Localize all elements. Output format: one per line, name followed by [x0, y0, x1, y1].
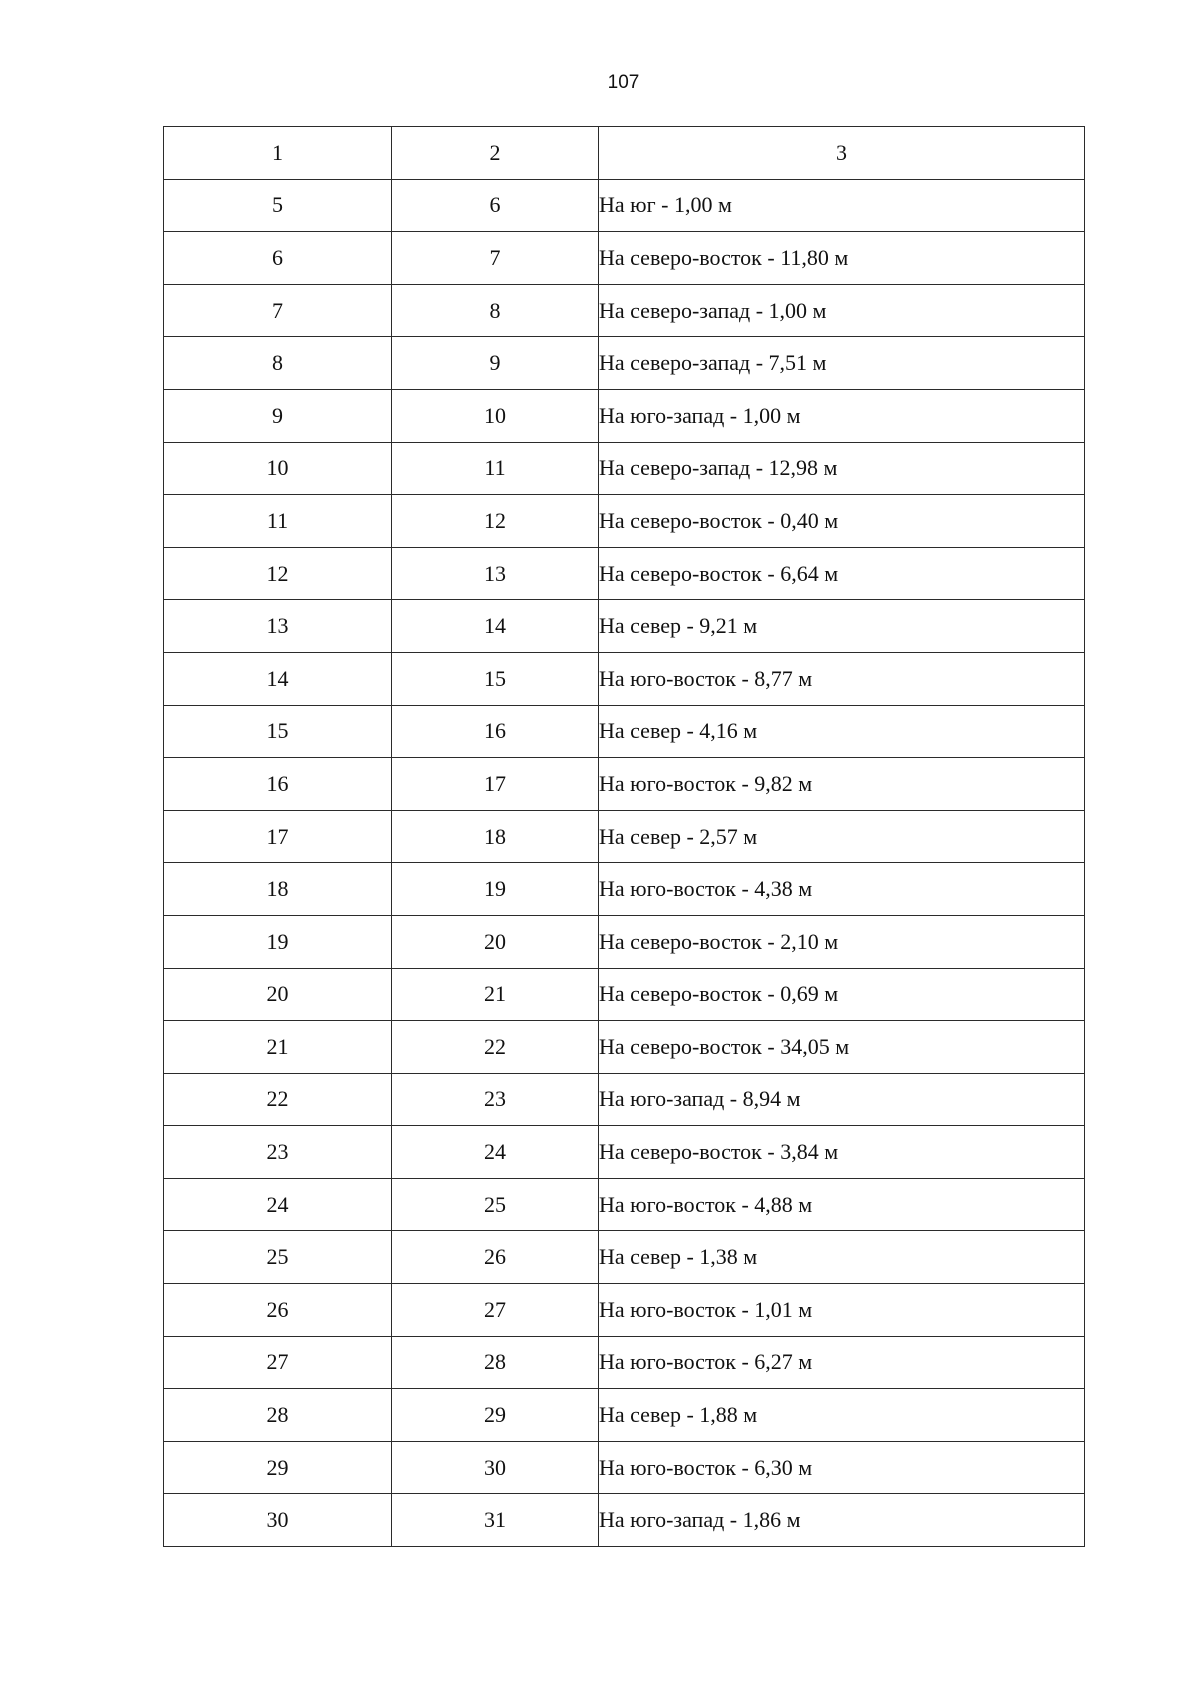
direction-distance-cell: На северо-восток - 34,05 м [599, 1021, 1085, 1074]
to-point-cell: 25 [392, 1178, 599, 1231]
to-point-cell: 21 [392, 968, 599, 1021]
table-row [164, 652, 1085, 705]
direction-distance-cell: На северо-восток - 6,64 м [599, 547, 1085, 600]
to-point-cell: 6 [392, 179, 599, 232]
from-point-cell: 11 [164, 495, 392, 548]
from-point-cell: 17 [164, 810, 392, 863]
table-body [164, 127, 1085, 1547]
table-row [164, 1021, 1085, 1074]
direction-distance-cell: На север - 4,16 м [599, 705, 1085, 758]
from-point-cell: 14 [164, 652, 392, 705]
to-point-cell: 16 [392, 705, 599, 758]
direction-distance-cell: На северо-восток - 3,84 м [599, 1126, 1085, 1179]
to-point-cell: 27 [392, 1284, 599, 1337]
table-row [164, 863, 1085, 916]
table-row [164, 1178, 1085, 1231]
direction-distance-cell: На юг - 1,00 м [599, 179, 1085, 232]
table-row [164, 337, 1085, 390]
from-point-cell: 12 [164, 547, 392, 600]
table-row [164, 495, 1085, 548]
direction-distance-cell: На северо-восток - 11,80 м [599, 232, 1085, 285]
from-point-cell: 10 [164, 442, 392, 495]
table-row [164, 705, 1085, 758]
from-point-cell: 19 [164, 915, 392, 968]
table-row [164, 915, 1085, 968]
direction-distance-cell: На северо-восток - 2,10 м [599, 915, 1085, 968]
to-point-cell: 28 [392, 1336, 599, 1389]
table-row [164, 1389, 1085, 1442]
direction-distance-cell: На юго-восток - 9,82 м [599, 758, 1085, 811]
direction-distance-cell: На северо-восток - 0,69 м [599, 968, 1085, 1021]
direction-distance-cell: На юго-запад - 1,86 м [599, 1494, 1085, 1547]
table-header-row [164, 127, 1085, 180]
to-point-cell: 26 [392, 1231, 599, 1284]
direction-distance-cell: На север - 1,88 м [599, 1389, 1085, 1442]
direction-distance-cell: На юго-восток - 6,30 м [599, 1441, 1085, 1494]
to-point-cell: 29 [392, 1389, 599, 1442]
from-point-cell: 8 [164, 337, 392, 390]
to-point-cell: 30 [392, 1441, 599, 1494]
from-point-cell: 24 [164, 1178, 392, 1231]
to-point-cell: 23 [392, 1073, 599, 1126]
to-point-cell: 13 [392, 547, 599, 600]
direction-distance-cell: На юго-восток - 4,88 м [599, 1178, 1085, 1231]
to-point-cell: 19 [392, 863, 599, 916]
direction-distance-cell: На юго-восток - 8,77 м [599, 652, 1085, 705]
from-point-cell: 27 [164, 1336, 392, 1389]
table-row [164, 1494, 1085, 1547]
direction-distance-cell: На юго-восток - 6,27 м [599, 1336, 1085, 1389]
direction-distance-cell: На север - 1,38 м [599, 1231, 1085, 1284]
from-point-cell: 26 [164, 1284, 392, 1337]
table-row [164, 600, 1085, 653]
direction-distance-cell: На юго-запад - 8,94 м [599, 1073, 1085, 1126]
to-point-cell: 9 [392, 337, 599, 390]
header-cell-1: 1 [164, 127, 392, 180]
to-point-cell: 12 [392, 495, 599, 548]
from-point-cell: 6 [164, 232, 392, 285]
table-row [164, 442, 1085, 495]
direction-distance-cell: На юго-восток - 1,01 м [599, 1284, 1085, 1337]
from-point-cell: 21 [164, 1021, 392, 1074]
table-row [164, 284, 1085, 337]
from-point-cell: 16 [164, 758, 392, 811]
to-point-cell: 22 [392, 1021, 599, 1074]
from-point-cell: 18 [164, 863, 392, 916]
table-row [164, 1336, 1085, 1389]
to-point-cell: 20 [392, 915, 599, 968]
from-point-cell: 13 [164, 600, 392, 653]
table-row [164, 232, 1085, 285]
header-cell-2: 2 [392, 127, 599, 180]
table-row [164, 758, 1085, 811]
table-row [164, 1284, 1085, 1337]
to-point-cell: 17 [392, 758, 599, 811]
from-point-cell: 25 [164, 1231, 392, 1284]
from-point-cell: 7 [164, 284, 392, 337]
to-point-cell: 7 [392, 232, 599, 285]
from-point-cell: 5 [164, 179, 392, 232]
table-row [164, 810, 1085, 863]
table-row [164, 389, 1085, 442]
header-cell-3: 3 [599, 127, 1085, 180]
direction-distance-cell: На северо-восток - 0,40 м [599, 495, 1085, 548]
from-point-cell: 15 [164, 705, 392, 758]
from-point-cell: 28 [164, 1389, 392, 1442]
direction-distance-cell: На северо-запад - 1,00 м [599, 284, 1085, 337]
table-row [164, 968, 1085, 1021]
from-point-cell: 9 [164, 389, 392, 442]
to-point-cell: 11 [392, 442, 599, 495]
to-point-cell: 24 [392, 1126, 599, 1179]
from-point-cell: 29 [164, 1441, 392, 1494]
table-row [164, 547, 1085, 600]
table-row [164, 1126, 1085, 1179]
from-point-cell: 22 [164, 1073, 392, 1126]
direction-distance-cell: На северо-запад - 7,51 м [599, 337, 1085, 390]
from-point-cell: 30 [164, 1494, 392, 1547]
table-row [164, 1441, 1085, 1494]
page-number: 107 [607, 72, 640, 93]
from-point-cell: 23 [164, 1126, 392, 1179]
to-point-cell: 14 [392, 600, 599, 653]
to-point-cell: 10 [392, 389, 599, 442]
table-row [164, 1073, 1085, 1126]
direction-distance-cell: На северо-запад - 12,98 м [599, 442, 1085, 495]
direction-distance-cell: На юго-восток - 4,38 м [599, 863, 1085, 916]
to-point-cell: 15 [392, 652, 599, 705]
table-row [164, 1231, 1085, 1284]
to-point-cell: 18 [392, 810, 599, 863]
direction-distance-cell: На юго-запад - 1,00 м [599, 389, 1085, 442]
direction-distance-cell: На север - 2,57 м [599, 810, 1085, 863]
from-point-cell: 20 [164, 968, 392, 1021]
table-row [164, 179, 1085, 232]
to-point-cell: 31 [392, 1494, 599, 1547]
to-point-cell: 8 [392, 284, 599, 337]
boundary-table [163, 126, 1085, 1547]
direction-distance-cell: На север - 9,21 м [599, 600, 1085, 653]
